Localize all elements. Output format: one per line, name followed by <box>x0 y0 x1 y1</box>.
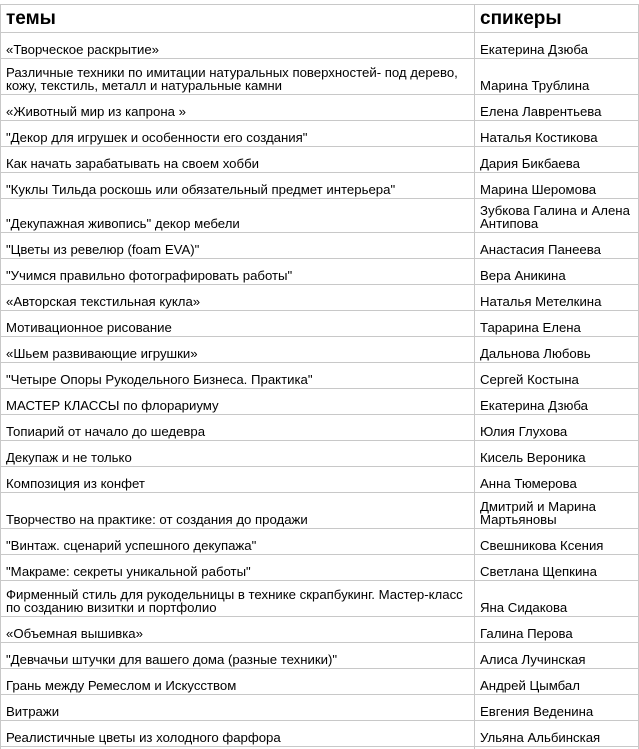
table-row <box>0 258 639 284</box>
table-row <box>0 388 639 414</box>
speaker-cell: Екатерина Дзюба <box>480 398 588 413</box>
table-row <box>0 642 639 668</box>
header-topics: темы <box>6 8 56 29</box>
grid-line <box>0 58 639 59</box>
speaker-cell: Наталья Костикова <box>480 130 598 145</box>
table-row <box>0 440 639 466</box>
topic-cell: "Цветы из ревелюр (foam EVA)" <box>6 242 200 257</box>
grid-line <box>0 414 639 415</box>
speaker-cell: Евгения Веденина <box>480 704 594 719</box>
grid-line <box>0 388 639 389</box>
speaker-cell: Наталья Метелкина <box>480 294 602 309</box>
topic-cell: «Объемная вышивка» <box>6 626 143 641</box>
table-row <box>0 694 639 720</box>
topic-cell: «Шьем развивающие игрушки» <box>6 346 198 361</box>
topic-cell: "Винтаж. сценарий успешного декупажа" <box>6 538 257 553</box>
table-row <box>0 720 639 746</box>
table-row <box>0 492 639 528</box>
topic-cell: Топиарий от начало до шедевра <box>6 424 206 439</box>
grid-line <box>0 668 639 669</box>
grid-line <box>0 4 1 749</box>
table-row <box>0 466 639 492</box>
table-row <box>0 668 639 694</box>
topic-cell: "Декор для игрушек и особенности его создания" <box>6 130 308 145</box>
speaker-cell: Марина Шеромова <box>480 182 597 197</box>
speaker-cell: Анна Тюмерова <box>480 476 577 491</box>
speaker-cell: Анастасия Панеева <box>480 242 601 257</box>
topic-cell: Творчество на практике: от создания до продажи <box>6 512 308 527</box>
topic-cell: Реалистичные цветы из холодного фарфора <box>6 730 281 745</box>
topic-cell: "Декупажная живопись" декор мебели <box>6 216 240 231</box>
grid-line <box>0 172 639 173</box>
speaker-cell: Елена Лаврентьева <box>480 104 602 119</box>
table-row <box>0 528 639 554</box>
table-row <box>0 310 639 336</box>
grid-line <box>0 4 639 5</box>
topic-cell: "Четыре Опоры Рукодельного Бизнеса. Практика" <box>6 372 313 387</box>
speaker-cell: Андрей Цымбал <box>480 678 580 693</box>
table-row <box>0 172 639 198</box>
topic-cell: «Авторская текстильная кукла» <box>6 294 201 309</box>
table-row <box>0 198 639 232</box>
speaker-cell: Галина Перова <box>480 626 573 641</box>
speaker-cell: Юлия Глухова <box>480 424 568 439</box>
topic-cell: "Макраме: секреты уникальной работы" <box>6 564 251 579</box>
speaker-cell: Вера Аникина <box>480 268 566 283</box>
grid-line <box>0 362 639 363</box>
speaker-cell: Светлана Щепкина <box>480 564 597 579</box>
grid-line <box>0 32 639 33</box>
header-speakers: спикеры <box>480 8 562 29</box>
grid-line <box>0 616 639 617</box>
table-row <box>0 580 639 616</box>
speaker-cell: Зубкова Галина и Алена Антипова <box>480 203 630 231</box>
speaker-cell: Тарарина Елена <box>480 320 581 335</box>
topic-cell: Мотивационное рисование <box>6 320 172 335</box>
grid-line <box>0 746 639 747</box>
topic-cell: Композиция из конфет <box>6 476 145 491</box>
table-row <box>0 32 639 58</box>
grid-line <box>0 580 639 581</box>
grid-line <box>0 554 639 555</box>
grid-line <box>0 310 639 311</box>
speaker-cell: Дальнова Любовь <box>480 346 591 361</box>
table-row <box>0 146 639 172</box>
topic-cell: "Девчачьи штучки для вашего дома (разные техники)" <box>6 652 338 667</box>
table-row <box>0 554 639 580</box>
table-row <box>0 616 639 642</box>
topic-cell: «Животный мир из капрона » <box>6 104 186 119</box>
grid-line <box>0 720 639 721</box>
topic-cell: "Куклы Тильда роскошь или обязательный предмет интерьера" <box>6 182 396 197</box>
speaker-cell: Дмитрий и Марина Мартьяновы <box>480 499 596 527</box>
table-row <box>0 232 639 258</box>
grid-line <box>474 4 475 749</box>
grid-line <box>0 440 639 441</box>
grid-line <box>0 146 639 147</box>
topic-cell: Декупаж и не только <box>6 450 132 465</box>
grid-line <box>0 94 639 95</box>
table-row <box>0 284 639 310</box>
table-row <box>0 94 639 120</box>
table-row <box>0 414 639 440</box>
topic-cell: Как начать зарабатывать на своем хобби <box>6 156 259 171</box>
grid-line <box>0 642 639 643</box>
speaker-cell: Екатерина Дзюба <box>480 42 588 57</box>
speaker-cell: Свешникова Ксения <box>480 538 604 553</box>
grid-line <box>0 466 639 467</box>
grid-line <box>0 120 639 121</box>
grid-line <box>0 284 639 285</box>
table-row <box>0 58 639 94</box>
grid-line <box>0 232 639 233</box>
table-row <box>0 120 639 146</box>
speaker-cell: Дария Бикбаева <box>480 156 580 171</box>
topic-cell: Различные техники по имитации натуральных поверхностей- под дерево, кожу, текстиль, металл и натуральные камни <box>6 65 458 93</box>
speaker-cell: Яна Сидакова <box>480 600 568 615</box>
grid-line <box>0 528 639 529</box>
speaker-cell: Сергей Костына <box>480 372 579 387</box>
table-header-row <box>0 4 639 32</box>
topic-cell: МАСТЕР КЛАССЫ по флорариуму <box>6 398 219 413</box>
speaker-cell: Алиса Лучинская <box>480 652 586 667</box>
topic-cell: "Учимся правильно фотографировать работы" <box>6 268 293 283</box>
speaker-cell: Ульяна Альбинская <box>480 730 601 745</box>
topic-cell: Витражи <box>6 704 60 719</box>
topic-cell: Фирменный стиль для рукодельницы в технике скрапбукинг. Мастер-класс по созданию визитки и портфолио <box>6 587 463 615</box>
speaker-cell: Кисель Вероника <box>480 450 586 465</box>
table-row <box>0 362 639 388</box>
grid-line <box>0 492 639 493</box>
table-row <box>0 336 639 362</box>
grid-line <box>0 198 639 199</box>
topic-cell: Грань между Ремеслом и Искусством <box>6 678 237 693</box>
speaker-cell: Марина Трублина <box>480 78 590 93</box>
grid-line <box>0 336 639 337</box>
topic-cell: «Творческое раскрытие» <box>6 42 160 57</box>
grid-line <box>0 258 639 259</box>
grid-line <box>0 694 639 695</box>
